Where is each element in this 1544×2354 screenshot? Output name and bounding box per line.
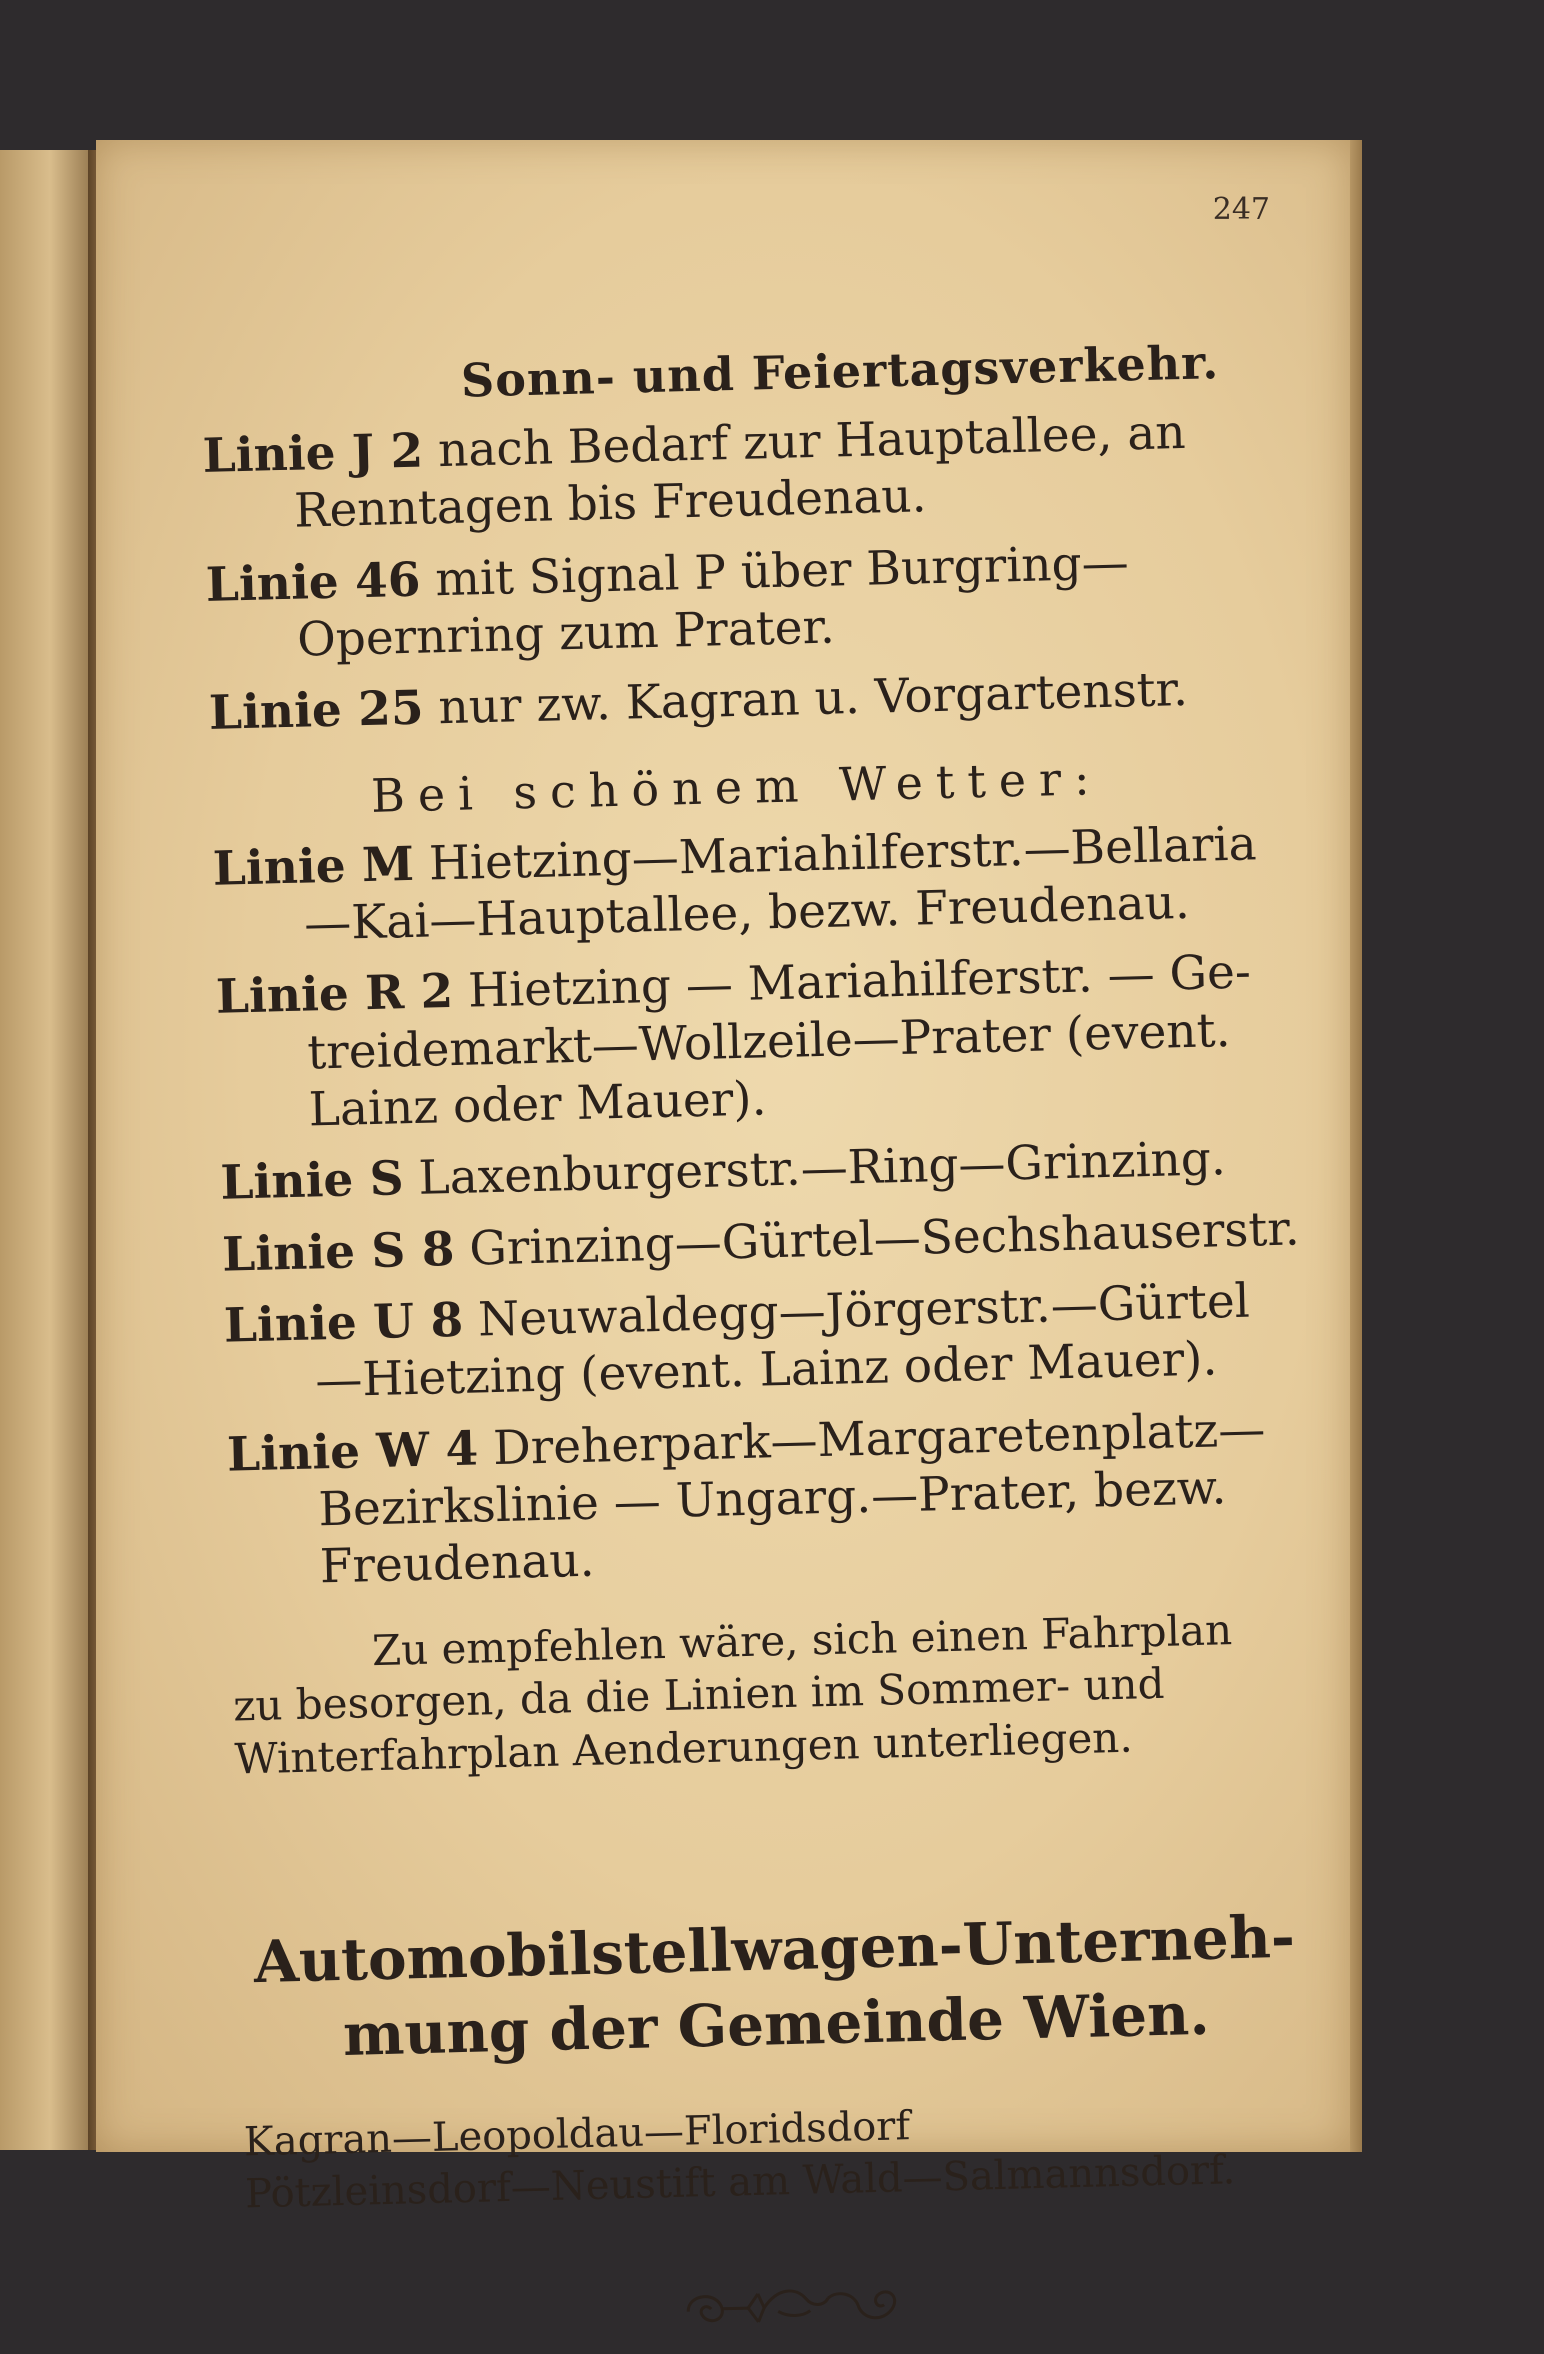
list-item	[223, 1270, 1355, 1412]
list-item	[220, 1127, 1351, 1212]
line-label: Linie 46	[205, 552, 422, 613]
line-label: Linie R 2	[215, 964, 454, 1026]
line-text: nur zw. Kagran u. Vorgartenstr.	[422, 662, 1189, 736]
section-title-line-2: mung der Gemeinde Wien.	[342, 1980, 1211, 2070]
line-label: Linie U 8	[223, 1292, 464, 1354]
list-item	[202, 400, 1334, 542]
line-text: Dreherpark—Margaretenplatz—	[477, 1401, 1266, 1477]
line-label: Linie W 4	[226, 1421, 479, 1483]
list-item	[222, 1199, 1353, 1284]
note-rest: zu besorgen, da die Linien im Sommer- und Winterfahrplan Aenderungen unterliegen.	[232, 1658, 1165, 1784]
line-text: Neuwaldegg—Jörgerstr.—Gürtel	[462, 1273, 1251, 1348]
sunday-lines-list	[202, 400, 1339, 742]
list-item	[212, 813, 1344, 955]
line-continuation: Bezirkslinie — Ungarg.—Prater, bezw. Freudenau.	[317, 1460, 1227, 1595]
route-item: Kagran—Leopoldau—Floridsdorf	[243, 2102, 911, 2166]
list-item	[226, 1399, 1360, 1599]
timetable-note	[231, 1601, 1365, 1786]
line-label: Linie 25	[208, 680, 425, 742]
line-text: nach Bedarf zur Hauptallee, an	[422, 404, 1187, 479]
line-label: Linie J 2	[202, 423, 424, 484]
line-text: Laxenburgerstr.—Ring—Grinzing.	[402, 1131, 1227, 1207]
line-text: mit Signal P über Burgring—	[419, 534, 1130, 608]
line-label: Linie S 8	[221, 1221, 456, 1283]
list-item	[215, 941, 1349, 1141]
list-item	[208, 658, 1339, 743]
line-continuation: —Hietzing (event. Lainz oder Mauer).	[314, 1331, 1218, 1409]
previous-page-edge	[0, 150, 100, 2150]
note-first-line: Zu empfehlen wäre, sich einen Fahrplan	[371, 1604, 1233, 1675]
line-text: Hietzing — Mariahilferstr. — Ge-	[452, 944, 1252, 1020]
line-continuation: Opernring zum Prater.	[296, 599, 836, 668]
line-label: Linie M	[212, 836, 415, 897]
ornament-flourish-icon	[248, 2263, 1379, 2354]
line-text: Hietzing—Mariahilferstr.—Bellaria	[413, 815, 1258, 892]
subheading-weather: Bei schönem Wetter:	[370, 750, 1104, 823]
line-continuation: —Kai—Hauptallee, bezw. Freudenau.	[303, 874, 1191, 952]
page-number: 247	[1212, 192, 1270, 227]
automobile-routes	[243, 2089, 1375, 2221]
line-label: Linie S	[219, 1151, 405, 1211]
section-title-sunday: Sonn- und Feiertagsverkehr.	[460, 335, 1220, 408]
list-item	[205, 529, 1337, 671]
page-content	[196, 152, 1379, 2354]
line-text: Grinzing—Gürtel—Sechshauserstr.	[453, 1200, 1301, 1277]
line-continuation: treidemarkt—Wollzeile—Prater (event. Lainz oder Mauer).	[306, 1002, 1232, 1138]
route-item: Pötzleinsdorf—Neustift am Wald—Salmannsdorf.	[244, 2147, 1236, 2218]
book-page	[96, 140, 1350, 2218]
weather-lines-list	[212, 813, 1360, 1598]
line-continuation: Renntagen bis Freudenau.	[293, 468, 928, 540]
section-title-automobile	[239, 1898, 1372, 2076]
section-title-line-1: Automobilstellwagen-Unterneh-	[253, 1902, 1296, 1997]
